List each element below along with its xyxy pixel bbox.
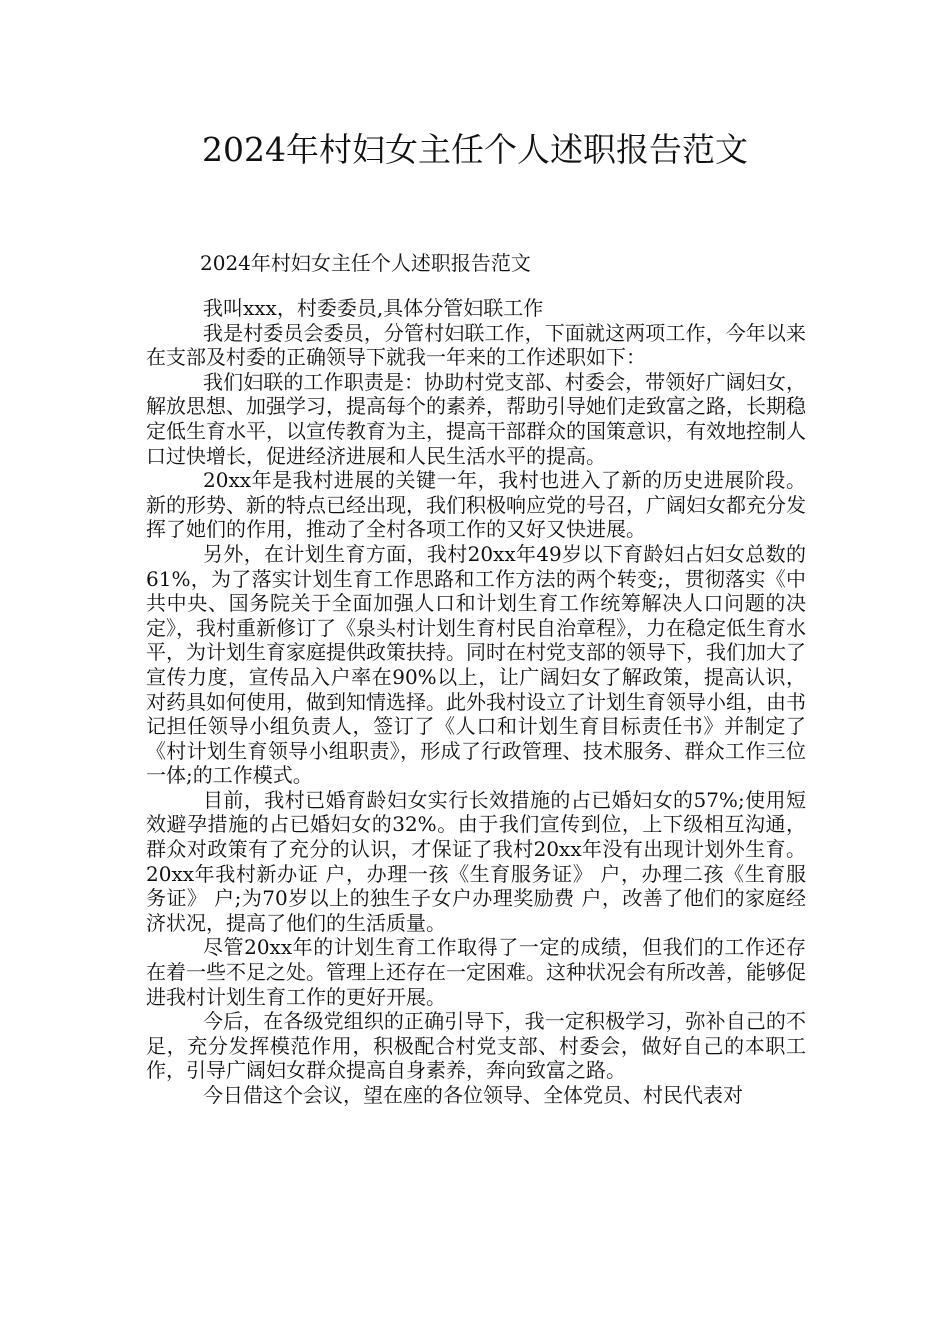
paragraph-role: 我是村委员会委员，分管村妇联工作，下面就这两项工作，今年以来在支部及村委的正确领导下就我一年来的工作述职如下： [146, 320, 806, 370]
paragraph-current-status: 目前，我村已婚育龄妇女实行长效措施的占已婚妇女的57%;使用短效避孕措施的占已婚妇女的32%。由于我们宣传到位，上下级相互沟通，群众对政策有了充分的认识，才保证了我村20xx年没有出现计划外生育。20xx年我村新办证 户，办理一孩《生育服务证》 户，办理二孩《生育服务证》 户;为70岁以上的独生子女户办理奖励费 户，改善了他们的家庭经济状况，提高了他们的生活质量。 [146, 787, 806, 935]
paragraph-future: 今后，在各级党组织的正确引导下，我一定积极学习，弥补自己的不足，充分发挥模范作用，积极配合村党支部、村委会，做好自己的本职工作，引导广阔妇女群众提高自身素养，奔向致富之路。 [146, 1009, 806, 1083]
document-title: 2024年村妇女主任个人述职报告范文 [202, 130, 748, 169]
paragraph-shortcomings: 尽管20xx年的计划生育工作取得了一定的成绩，但我们的工作还存在着一些不足之处。管理上还存在一定困难。这种状况会有所改善，能够促进我村计划生育工作的更好开展。 [146, 935, 806, 1009]
paragraph-closing: 今日借这个会议，望在座的各位领导、全体党员、村民代表对 [203, 1083, 743, 1107]
paragraph-intro: 我叫xxx，村委委员,具体分管妇联工作 [203, 296, 544, 320]
paragraph-family-planning: 另外，在计划生育方面，我村20xx年49岁以下育龄妇占妇女总数的61%，为了落实计划生育工作思路和工作方法的两个转变;，贯彻落实《中共中央、国务院关于全面加强人口和计划生育工作统筹解决人口问题的决定》，我村重新修订了《泉头村计划生育村民自治章程》，力在稳定低生育水平，为计划生育家庭提供政策扶持。同时在村党支部的领导下，我们加大了宣传力度，宣传品入户率在90%以上，让广阔妇女了解政策，提高认识，对药具如何使用，做到知情选择。此外我村设立了计划生育领导小组，由书记担任领导小组负责人，签订了《人口和计划生育目标责任书》并制定了《村计划生育领导小组职责》，形成了行政管理、技术服务、群众工作三位一体;的工作模式。 [146, 541, 806, 788]
paragraph-duties: 我们妇联的工作职责是：协助村党支部、村委会，带领好广阔妇女，解放思想、加强学习，提高每个的素养，帮助引导她们走致富之路，长期稳定低生育水平，以宣传教育为主，提高干部群众的国策意识，有效地控制人口过快增长，促进经济进展和人民生活水平的提高。 [146, 369, 806, 468]
paragraph-year-progress: 20xx年是我村进展的关键一年，我村也进入了新的历史进展阶段。新的形势、新的特点已经出现，我们积极响应党的号召，广阔妇女都充分发挥了她们的作用，推动了全村各项工作的又好又快进展。 [146, 468, 806, 542]
document-body [146, 296, 806, 1108]
document-subtitle: 2024年村妇女主任个人述职报告范文 [200, 251, 531, 275]
